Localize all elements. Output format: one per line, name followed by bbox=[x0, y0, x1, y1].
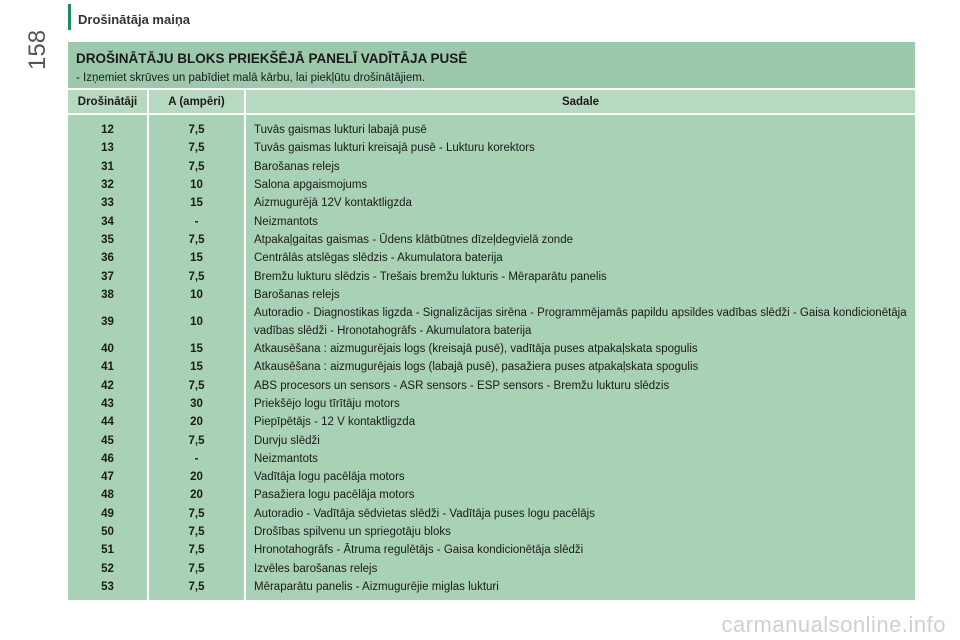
fuse-number-cell: 52 bbox=[68, 560, 148, 578]
distribution-cell: Barošanas relejs bbox=[245, 158, 915, 176]
table-row bbox=[68, 413, 915, 431]
fuse-number-cell: 42 bbox=[68, 377, 148, 395]
distribution-cell: Hronotahogrāfs - Ātruma regulētājs - Gaisa kondicionētāja slēdži bbox=[245, 541, 915, 559]
amperage-cell: - bbox=[148, 450, 245, 468]
fuse-number-cell: 40 bbox=[68, 340, 148, 358]
distribution-cell: Neizmantots bbox=[245, 450, 915, 468]
amperage-cell: 7,5 bbox=[148, 541, 245, 559]
fuse-table bbox=[68, 88, 915, 600]
header-accent-bar bbox=[68, 4, 71, 30]
watermark: carmanualsonline.info bbox=[721, 612, 946, 637]
fuse-panel bbox=[68, 42, 915, 600]
fuse-number-cell: 53 bbox=[68, 578, 148, 600]
table-row bbox=[68, 158, 915, 176]
amperage-cell: 10 bbox=[148, 304, 245, 340]
distribution-cell: Salona apgaismojums bbox=[245, 176, 915, 194]
table-row bbox=[68, 114, 915, 139]
fuse-number-cell: 41 bbox=[68, 358, 148, 376]
table-row bbox=[68, 212, 915, 230]
table-row bbox=[68, 541, 915, 559]
fuse-number-cell: 50 bbox=[68, 523, 148, 541]
amperage-cell: 15 bbox=[148, 358, 245, 376]
fuse-number-cell: 35 bbox=[68, 231, 148, 249]
table-row bbox=[68, 505, 915, 523]
fuse-number-cell: 34 bbox=[68, 212, 148, 230]
distribution-cell: ABS procesors un sensors - ASR sensors - ESP sensors - Bremžu lukturu slēdzis bbox=[245, 377, 915, 395]
fuse-number-cell: 39 bbox=[68, 304, 148, 340]
distribution-cell: Atkausēšana : aizmugurējais logs (kreisajā pusē), vadītāja puses atpakaļskata spogulis bbox=[245, 340, 915, 358]
fuse-number-cell: 31 bbox=[68, 158, 148, 176]
table-row bbox=[68, 340, 915, 358]
distribution-cell: Barošanas relejs bbox=[245, 286, 915, 304]
amperage-cell: 7,5 bbox=[148, 523, 245, 541]
amperage-cell: 7,5 bbox=[148, 267, 245, 285]
amperage-cell: 15 bbox=[148, 194, 245, 212]
panel-header bbox=[68, 42, 915, 88]
distribution-cell: Piepīpētājs - 12 V kontaktligzda bbox=[245, 413, 915, 431]
amperage-cell: 20 bbox=[148, 413, 245, 431]
distribution-cell: Vadītāja logu pacēlāja motors bbox=[245, 468, 915, 486]
table-row bbox=[68, 194, 915, 212]
distribution-cell: Atpakaļgaitas gaismas - Ūdens klātbūtnes dīzeļdegvielā zonde bbox=[245, 231, 915, 249]
distribution-cell: Drošības spilvenu un spriegotāju bloks bbox=[245, 523, 915, 541]
distribution-cell: Tuvās gaismas lukturi labajā pusē bbox=[245, 114, 915, 139]
fuse-number-cell: 44 bbox=[68, 413, 148, 431]
distribution-cell: Bremžu lukturu slēdzis - Trešais bremžu lukturis - Mēraparātu panelis bbox=[245, 267, 915, 285]
fuse-number-cell: 49 bbox=[68, 505, 148, 523]
table-row bbox=[68, 231, 915, 249]
table-row bbox=[68, 176, 915, 194]
amperage-cell: 7,5 bbox=[148, 431, 245, 449]
table-row bbox=[68, 139, 915, 157]
fuse-number-cell: 43 bbox=[68, 395, 148, 413]
amperage-cell: 30 bbox=[148, 395, 245, 413]
fuse-number-cell: 47 bbox=[68, 468, 148, 486]
panel-title: DROŠINĀTĀJU BLOKS PRIEKŠĒJĀ PANELĪ VADĪTĀJA PUSĒ bbox=[76, 51, 468, 66]
fuse-number-cell: 33 bbox=[68, 194, 148, 212]
amperage-cell: 7,5 bbox=[148, 578, 245, 600]
table-row bbox=[68, 395, 915, 413]
fuse-number-cell: 48 bbox=[68, 486, 148, 504]
amperage-cell: 7,5 bbox=[148, 505, 245, 523]
table-row bbox=[68, 523, 915, 541]
distribution-cell: Priekšējo logu tīrītāju motors bbox=[245, 395, 915, 413]
distribution-cell: Aizmugurējā 12V kontaktligzda bbox=[245, 194, 915, 212]
amperage-cell: 7,5 bbox=[148, 377, 245, 395]
distribution-cell: Autoradio - Vadītāja sēdvietas slēdži - Vadītāja puses logu pacēlājs bbox=[245, 505, 915, 523]
distribution-cell: Izvēles barošanas relejs bbox=[245, 560, 915, 578]
table-row bbox=[68, 450, 915, 468]
amperage-cell: 20 bbox=[148, 468, 245, 486]
amperage-cell: 7,5 bbox=[148, 158, 245, 176]
column-header-fuse: Drošinātāji bbox=[68, 89, 148, 114]
distribution-cell: Durvju slēdži bbox=[245, 431, 915, 449]
table-row bbox=[68, 304, 915, 340]
column-header-distribution: Sadale bbox=[245, 89, 915, 114]
distribution-cell: Autoradio - Diagnostikas ligzda - Signalizācijas sirēna - Programmējamās papildu apsildes vadības slēdži - Gaisa kondicionētāja vadības slēdži - Hronotahogrāfs - Akumulatora baterija bbox=[245, 304, 915, 340]
table-header-row bbox=[68, 89, 915, 114]
distribution-cell: Pasažiera logu pacēlāja motors bbox=[245, 486, 915, 504]
table-row bbox=[68, 286, 915, 304]
table-row bbox=[68, 377, 915, 395]
amperage-cell: 7,5 bbox=[148, 114, 245, 139]
amperage-cell: - bbox=[148, 212, 245, 230]
fuse-number-cell: 13 bbox=[68, 139, 148, 157]
amperage-cell: 7,5 bbox=[148, 560, 245, 578]
amperage-cell: 20 bbox=[148, 486, 245, 504]
table-row bbox=[68, 267, 915, 285]
distribution-cell: Tuvās gaismas lukturi kreisajā pusē - Lukturu korektors bbox=[245, 139, 915, 157]
table-row bbox=[68, 578, 915, 600]
fuse-number-cell: 51 bbox=[68, 541, 148, 559]
amperage-cell: 15 bbox=[148, 340, 245, 358]
amperage-cell: 7,5 bbox=[148, 139, 245, 157]
table-row bbox=[68, 486, 915, 504]
fuse-number-cell: 46 bbox=[68, 450, 148, 468]
distribution-cell: Mēraparātu panelis - Aizmugurējie miglas lukturi bbox=[245, 578, 915, 600]
table-row bbox=[68, 431, 915, 449]
table-row bbox=[68, 468, 915, 486]
fuse-number-cell: 36 bbox=[68, 249, 148, 267]
table-row bbox=[68, 249, 915, 267]
column-header-amperes: A (ampēri) bbox=[148, 89, 245, 114]
table-row bbox=[68, 560, 915, 578]
amperage-cell: 10 bbox=[148, 176, 245, 194]
section-title: Drošinātāja maiņa bbox=[78, 12, 190, 27]
page-number: 158 bbox=[24, 29, 51, 70]
amperage-cell: 7,5 bbox=[148, 231, 245, 249]
panel-instruction: - Izņemiet skrūves un pabīdiet malā kārbu, lai piekļūtu drošinātājiem. bbox=[76, 72, 426, 84]
distribution-cell: Atkausēšana : aizmugurējais logs (labajā pusē), pasažiera puses atpakaļskata spogulis bbox=[245, 358, 915, 376]
table-body bbox=[68, 114, 915, 600]
distribution-cell: Centrālās atslēgas slēdzis - Akumulatora baterija bbox=[245, 249, 915, 267]
table-row bbox=[68, 358, 915, 376]
fuse-number-cell: 45 bbox=[68, 431, 148, 449]
distribution-cell: Neizmantots bbox=[245, 212, 915, 230]
fuse-number-cell: 32 bbox=[68, 176, 148, 194]
fuse-number-cell: 37 bbox=[68, 267, 148, 285]
amperage-cell: 15 bbox=[148, 249, 245, 267]
fuse-number-cell: 12 bbox=[68, 114, 148, 139]
amperage-cell: 10 bbox=[148, 286, 245, 304]
fuse-number-cell: 38 bbox=[68, 286, 148, 304]
